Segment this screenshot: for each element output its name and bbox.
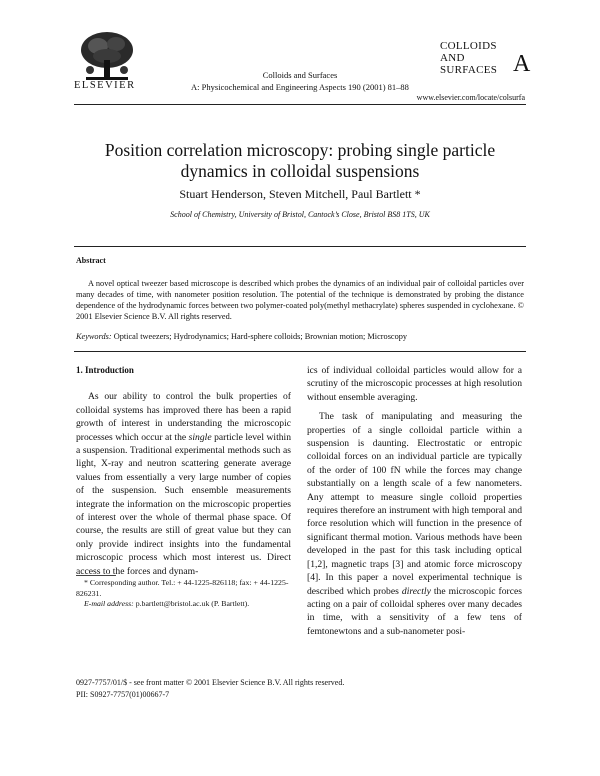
journal-citation: A: Physicochemical and Engineering Aspects 190 (2001) 81–88 <box>191 82 409 92</box>
journal-title-line: COLLOIDS <box>440 40 497 52</box>
keywords <box>76 332 524 341</box>
abstract-text: A novel optical tweezer based microscope is described which probes the dynamics of an individual pair of colloidal particles over many decades of time, with nanometer position resolution. The potential of the technique is demonstrated by probing the distance dependence of the hydrodynamic forces between two polymer-coated poly(methyl methacrylate) spheres suspended in cyclohexane. © 2001 Elsevier Science B.V. All rights reserved. <box>76 279 524 321</box>
section-heading: 1. Introduction <box>76 365 134 375</box>
journal-section-letter: A <box>513 51 531 77</box>
author-affiliation: School of Chemistry, University of Bristol, Cantock’s Close, Bristol BS8 1TS, UK <box>170 210 430 219</box>
abstract-heading: Abstract <box>76 256 106 265</box>
body-column-right <box>307 364 522 638</box>
journal-url[interactable]: www.elsevier.com/locate/colsurfa <box>416 93 525 102</box>
journal-title-logo <box>440 40 497 76</box>
article-title: Position correlation microscopy: probing single particle dynamics in colloidal suspensions <box>104 140 496 181</box>
issn-line: 0927-7757/01/$ - see front matter © 2001 Elsevier Science B.V. All rights reserved. <box>76 678 345 687</box>
journal-name: Colloids and Surfaces <box>262 70 338 80</box>
keywords-label: Keywords: <box>76 332 112 341</box>
paragraph: As our ability to control the bulk properties of colloidal systems has improved there has been a rapid growth of interest in understanding the microscopic processes which occur at the single particle level within a suspension. Traditional experimental methods such as light, X-ray and neutron scattering generate average values from essentially a very large number of copies of the suspension. Such ensemble measurements integrate the information on the microscopic properties of interest over the whole of thermal phase space. Of course, the results are still of great value but they can only provide indirect insights into the fundamental microscopic process which most interest us. Direct access to the forces and dynam- <box>76 391 291 577</box>
article-authors: Stuart Henderson, Steven Mitchell, Paul Bartlett * <box>179 187 421 201</box>
keywords-list: Optical tweezers; Hydrodynamics; Hard-sphere colloids; Brownian motion; Microscopy <box>113 332 408 341</box>
journal-title-line: AND <box>440 52 465 64</box>
abstract-top-rule <box>74 246 526 247</box>
corresponding-author: * Corresponding author. Tel.: + 44-1225-826118; fax: + 44-1225-826231. <box>76 578 289 598</box>
paragraph: The task of manipulating and measuring the properties of a single colloidal particle within a suspension is daunting. Electrostatic or entropic colloidal forces on an individual particle are typically of the order of 100 fN while the forces may change substantially on a length scale of a few nanometers. Any attempt to measure single colloid properties requires therefore an instrument with high temporal and force resolution which will function in the presence of significant thermal motion. Various methods have been developed in the past for this task including optical [1,2], magnetic traps [3] and atomic force microscopy [4]. In this paper a novel experimental technique is described which probes directly the microscopic forces acting on a pair of colloidal spheres over many decades in time, with a sensitivity of a few tens of femtonewtons and a sub-nanometer posi- <box>307 411 522 637</box>
publisher-name: ELSEVIER <box>74 80 136 91</box>
journal-title-line: SURFACES <box>440 64 498 76</box>
abstract-bottom-rule <box>74 351 526 352</box>
header-rule <box>74 104 526 105</box>
body-column-left <box>76 364 291 578</box>
footnote-rule <box>76 575 116 576</box>
footnote <box>76 578 291 610</box>
email-line: E-mail address: p.bartlett@bristol.ac.uk (P. Bartlett). <box>84 599 250 608</box>
elsevier-tree-logo <box>78 30 136 82</box>
pii-line: PII: S0927-7757(01)00667-7 <box>76 690 170 699</box>
paragraph: ics of individual colloidal particles would allow for a scrutiny of the microscopic processes at high resolution without ensemble averaging. <box>307 365 522 403</box>
